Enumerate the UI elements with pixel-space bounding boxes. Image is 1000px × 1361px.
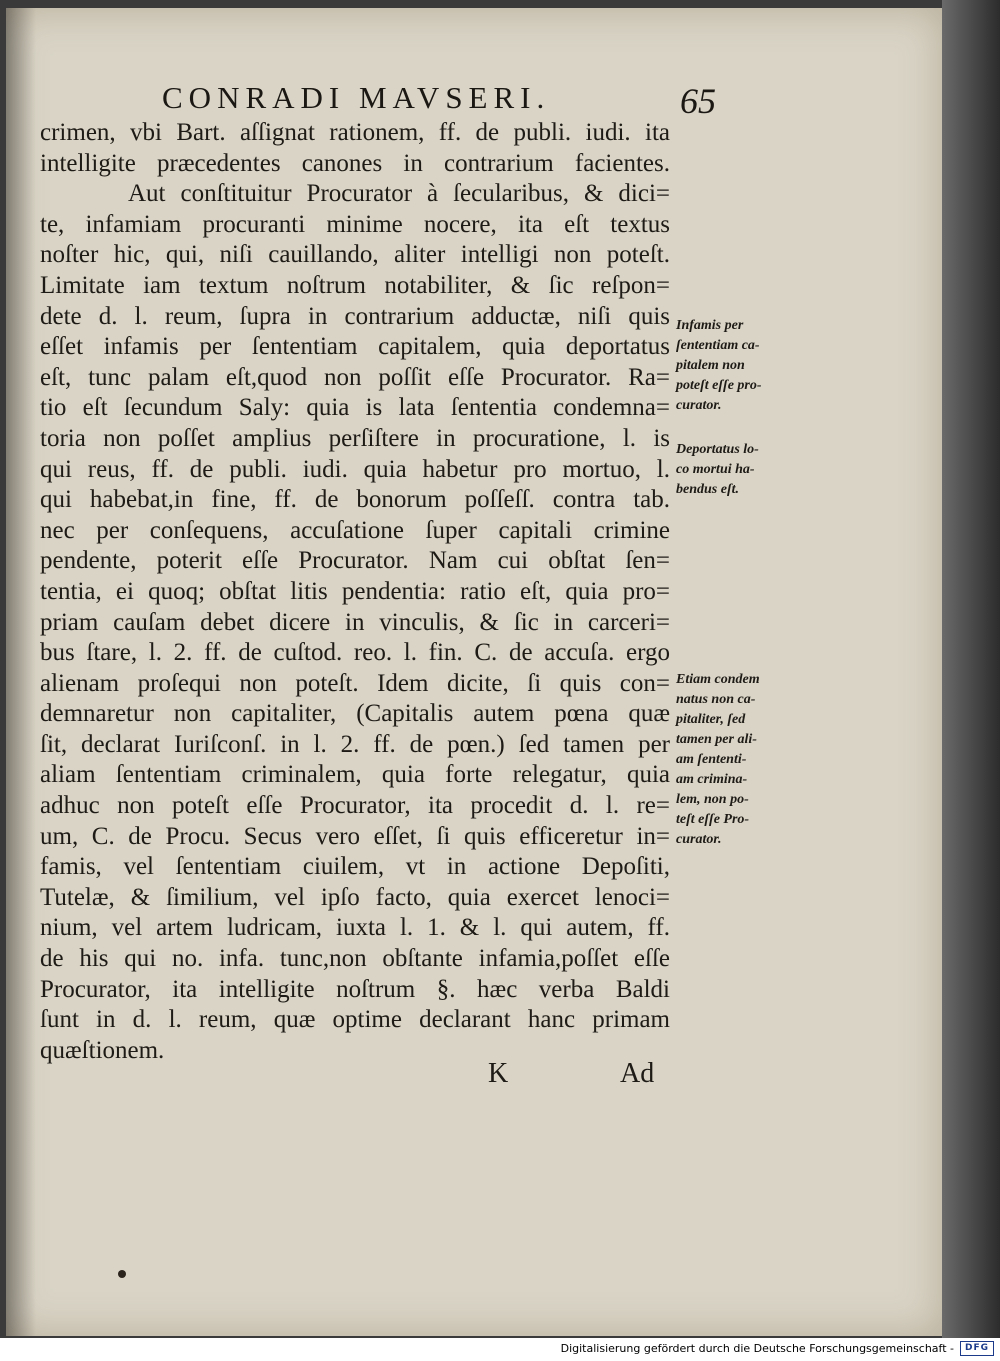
body-line: eſſet infamis per ſententiam capitalem, quia deportatus xyxy=(40,333,670,361)
page-edge xyxy=(942,0,1000,1338)
body-line: Limitate iam textum noſtrum notabiliter, & ſic reſpon= xyxy=(40,271,670,299)
footer-bar xyxy=(0,1338,1000,1361)
body-line: noſter hic, qui, niſi cauillando, aliter intelligi non poteſt. xyxy=(40,241,670,269)
body-line: demnaretur non capitaliter, (Capitalis autem pœna quæ xyxy=(40,700,670,728)
marginal-line: curator. xyxy=(676,832,722,847)
ink-spot xyxy=(118,1270,126,1278)
marginal-line: tamen per ali- xyxy=(676,732,757,747)
body-line: Procurator, ita intelligite noſtrum §. hæc verba Baldi xyxy=(40,975,670,1003)
body-line: adhuc non poteſt eſſe Procurator, ita procedit d. l. re= xyxy=(40,792,670,820)
signature-mark: K xyxy=(488,1058,509,1089)
body-line: aliam ſententiam criminalem, quia forte relegatur, quia xyxy=(40,761,670,789)
body-line: crimen, vbi Bart. aſſignat rationem, ff. de publi. iudi. ita xyxy=(40,119,670,146)
marginal-line: Deportatus lo- xyxy=(676,442,759,457)
body-line: bus ſtare, l. 2. ff. de cuſtod. reo. l. fin. C. de accuſa. ergo xyxy=(40,639,670,667)
body-line: toria non poſſet amplius perſiſtere in procuratione, l. is xyxy=(40,424,670,452)
funding-notice: Digitalisierung gefördert durch die Deutsche Forschungsgemeinschaft - xyxy=(560,1342,954,1355)
running-head: CONRADI MAVSERI. xyxy=(162,80,551,115)
marginal-line: Infamis per xyxy=(676,318,744,333)
marginal-line: am ſententi- xyxy=(676,752,747,767)
body-line: pendente, poterit eſſe Procurator. Nam cui obſtat ſen= xyxy=(40,547,670,575)
body-line: nium, vel artem ludricam, iuxta l. 1. & l. qui autem, ff. xyxy=(40,914,670,942)
marginal-line: poteſt eſſe pro- xyxy=(676,378,762,393)
catchword: Ad xyxy=(620,1058,655,1089)
marginal-line: bendus eſt. xyxy=(676,482,739,497)
body-line: quæſtionem. xyxy=(40,1036,165,1064)
body-line: tentia, ei quoq; obſtat litis pendentia: ratio eſt, quia pro= xyxy=(40,577,670,605)
body-line: de his qui no. infa. tunc,non obſtante infamia,poſſet eſſe xyxy=(40,945,670,973)
body-line: intelligite præcedentes canones in contrarium facientes. xyxy=(40,149,670,177)
marginal-line: am crimina- xyxy=(676,772,748,787)
marginal-line: ſententiam ca- xyxy=(676,338,760,353)
marginal-line: Etiam condem xyxy=(676,672,760,687)
marginal-note-infamis xyxy=(676,316,806,416)
body-line: ſunt in d. l. reum, quæ optime declarant hanc primam xyxy=(40,1006,670,1034)
marginal-line: curator. xyxy=(676,398,722,413)
marginal-line: pitaliter, ſed xyxy=(676,712,746,727)
body-text xyxy=(40,118,670,1066)
body-line: qui reus, ff. de publi. iudi. quia habetur pro mortuo, l. xyxy=(40,455,670,483)
marginal-line: co mortui ha- xyxy=(676,462,755,477)
body-line: priam cauſam debet dicere in vinculis, & ſic in carceri= xyxy=(40,608,670,636)
marginal-note-deportatus xyxy=(676,440,806,500)
marginal-line: pitalem non xyxy=(676,358,745,373)
body-line: tio eſt ſecundum Saly: quia is lata ſententia condemna= xyxy=(40,394,670,422)
body-line: um, C. de Procu. Secus vero eſſet, ſi quis efficeretur in= xyxy=(40,822,670,850)
body-line: Tutelæ, & ſimilium, vel ipſo facto, quia exercet lenoci= xyxy=(40,883,670,911)
body-line: alienam proſequi non poteſt. Idem dicite, ſi quis con= xyxy=(40,669,670,697)
page-number: 65 xyxy=(680,81,716,121)
marginal-line: lem, non po- xyxy=(676,792,749,807)
marginal-line: teſt eſſe Pro- xyxy=(676,812,750,827)
body-line: te, infamiam procuranti minime nocere, ita eſt textus xyxy=(40,210,670,238)
body-line: nec per conſequens, accuſatione ſuper capitali crimine xyxy=(40,516,670,544)
marginal-note-etiam xyxy=(676,670,806,850)
gutter-shadow xyxy=(6,8,36,1336)
marginal-line: natus non ca- xyxy=(676,692,756,707)
body-line: famis, vel ſententiam ciuilem, vt in actione Depoſiti, xyxy=(40,853,670,881)
body-line: eſt, tunc palam eſt,quod non poſſit eſſe Procurator. Ra= xyxy=(40,363,670,391)
body-line: Aut conſtituitur Procurator à ſecularibus, & dici= xyxy=(128,180,670,208)
body-line: qui habebat,in fine, ff. de bonorum poſſeſſ. contra tab. xyxy=(40,486,670,514)
dfg-logo-icon: DFG xyxy=(960,1341,994,1356)
body-line: ſit, declarat Iuriſconſ. in l. 2. ff. de pœn.) ſed tamen per xyxy=(40,730,670,758)
body-line: dete d. l. reum, ſupra in contrarium adductæ, niſi quis xyxy=(40,302,670,330)
